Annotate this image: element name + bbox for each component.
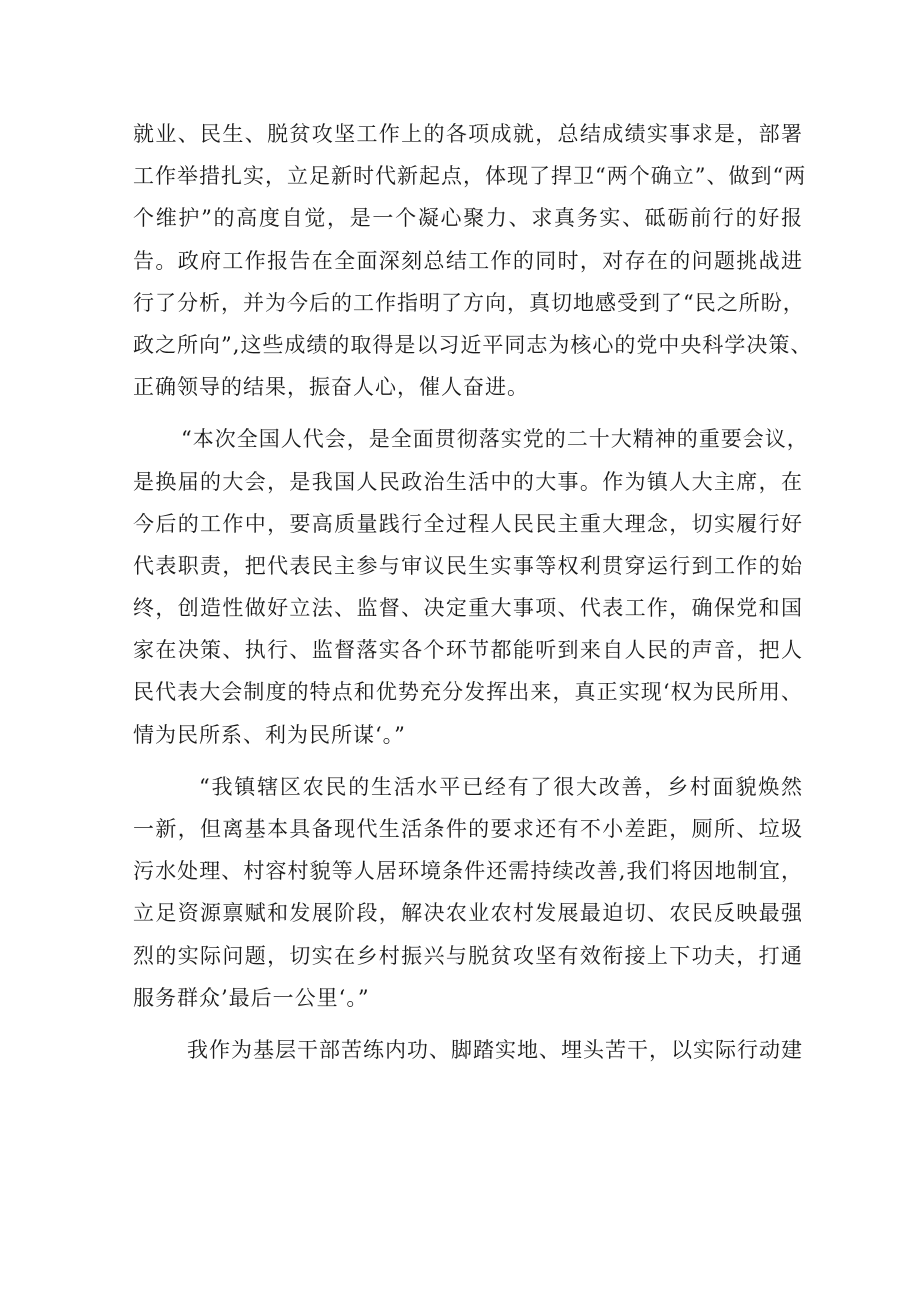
paragraph-spacer: [133, 408, 803, 418]
text-line: 我作为基层干部苦练内功、脚踏实地、埋头苦干，以实际行动建: [187, 1037, 803, 1062]
paragraph-spacer: [133, 1019, 803, 1029]
text-line: 今后的工作中，要高质量践行全过程人民民主重大理念，切实履行好: [133, 511, 803, 536]
text-line: 家在决策、执行、监督落实各个环节都能听到来自人民的声音，把人: [133, 638, 803, 663]
text-line: 烈的实际问题，切实在乡村振兴与脱贫攻坚有效衔接上下功夫，打通: [133, 943, 803, 968]
text-line: 污水处理、村容村貌等人居环境条件还需持续改善,我们将因地制宜，: [133, 859, 803, 884]
text-line: 政之所向”,这些成绩的取得是以习近平同志为核心的党中央科学决策、: [133, 332, 813, 357]
paragraph-achievements: [133, 113, 813, 408]
paragraph-npc-session: [133, 418, 809, 756]
text-line: 个维护”的高度自觉，是一个凝心聚力、求真务实、砥砺前行的好报: [133, 206, 803, 231]
text-line: 立足资源禀赋和发展阶段，解决农业农村发展最迫切、农民反映最强: [133, 901, 803, 926]
text-line: 代表职责，把代表民主参与审议民生实事等权利贯穿运行到工作的始: [133, 553, 803, 578]
text-line: 工作举措扎实，立足新时代新起点，体现了捍卫“两个确立”、做到“两: [133, 164, 807, 189]
paragraph-rural-life: [133, 766, 803, 1019]
text-line: 服务群众’最后一公里‘。”: [133, 985, 370, 1010]
text-line: 行了分析，并为今后的工作指明了方向，真切地感受到了“民之所盼，: [133, 290, 805, 315]
text-line: 告。政府工作报告在全面深刻总结工作的同时，对存在的问题挑战进: [133, 248, 803, 273]
text-line: 民代表大会制度的特点和优势充分发挥出来，真正实现‘权为民所用、: [133, 680, 803, 705]
text-line: “本次全国人代会，是全面贯彻落实党的二十大精神的重要会议，: [181, 427, 809, 452]
paragraph-cadre: [133, 1029, 803, 1071]
text-line: 终，创造性做好立法、监督、决定重大事项、代表工作，确保党和国: [133, 596, 803, 621]
text-line: 是换届的大会，是我国人民政治生活中的大事。作为镇人大主席，在: [133, 469, 803, 494]
text-line: 情为民所系、利为民所谋‘。”: [133, 722, 406, 747]
document-body: [133, 113, 813, 1071]
text-line: 正确领导的结果，振奋人心，催人奋进。: [133, 375, 529, 400]
text-line: “我镇辖区农民的生活水平已经有了很大改善，乡村面貌焕然: [199, 774, 803, 799]
paragraph-spacer: [133, 756, 803, 766]
text-line: 就业、民生、脱贫攻坚工作上的各项成就，总结成绩实事求是，部署: [133, 122, 803, 146]
text-line: 一新，但离基本具备现代生活条件的要求还有不小差距，厕所、垃圾: [133, 817, 803, 841]
